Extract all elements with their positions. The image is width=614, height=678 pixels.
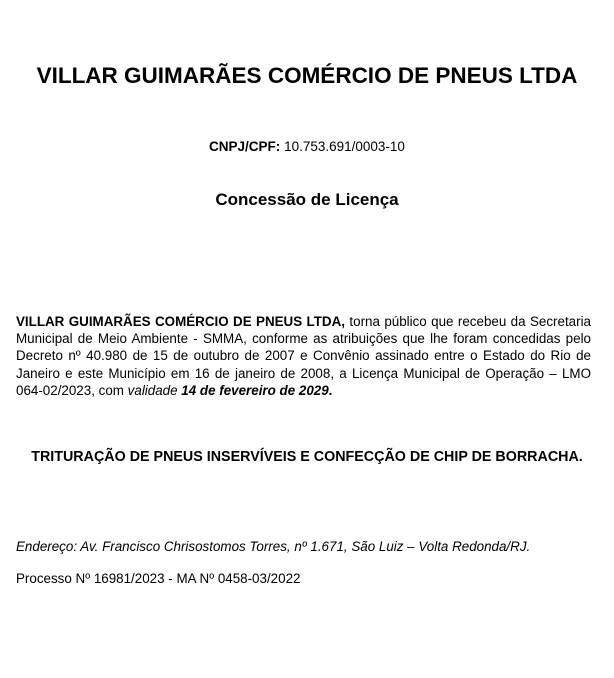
process-number: Processo Nº 16981/2023 - MA Nº 0458-03/2022 — [16, 571, 301, 586]
validity-label: validade — [127, 382, 178, 398]
notice-title: Concessão de Licença — [215, 190, 399, 209]
licensed-activity: TRITURAÇÃO DE PNEUS INSERVÍVEIS E CONFECÇÃO DE CHIP DE BORRACHA. — [31, 449, 583, 465]
cnpj-label: CNPJ/CPF: — [209, 139, 281, 154]
cnpj-line — [0, 138, 614, 156]
company-title: VILLAR GUIMARÃES COMÉRCIO DE PNEUS LTDA — [36, 63, 578, 88]
validity-date: 14 de fevereiro de 2029 — [177, 382, 329, 398]
paragraph-main-text: torna público que recebeu da Secretaria Municipal de Meio Ambiente - SMMA, conforme as atribuições que lhe foram concedidas pelo Decreto nº 40.980 de 15 de outubro de 2007 e Convênio assinado entre o Estado do Rio de Janeiro e este Município em 16 de janeiro de 2008, a Licença Municipal de Operação – LMO 064-02/2023, com — [16, 314, 591, 398]
paragraph-company-name: VILLAR GUIMARÃES COMÉRCIO DE PNEUS LTDA, — [16, 314, 345, 329]
license-notice-paragraph — [16, 313, 591, 399]
address-line: Endereço: Av. Francisco Chrisostomos Torres, nº 1.671, São Luiz – Volta Redonda/RJ. — [16, 539, 531, 554]
paragraph-end: . — [328, 382, 333, 398]
cnpj-value: 10.753.691/0003-10 — [284, 139, 405, 154]
